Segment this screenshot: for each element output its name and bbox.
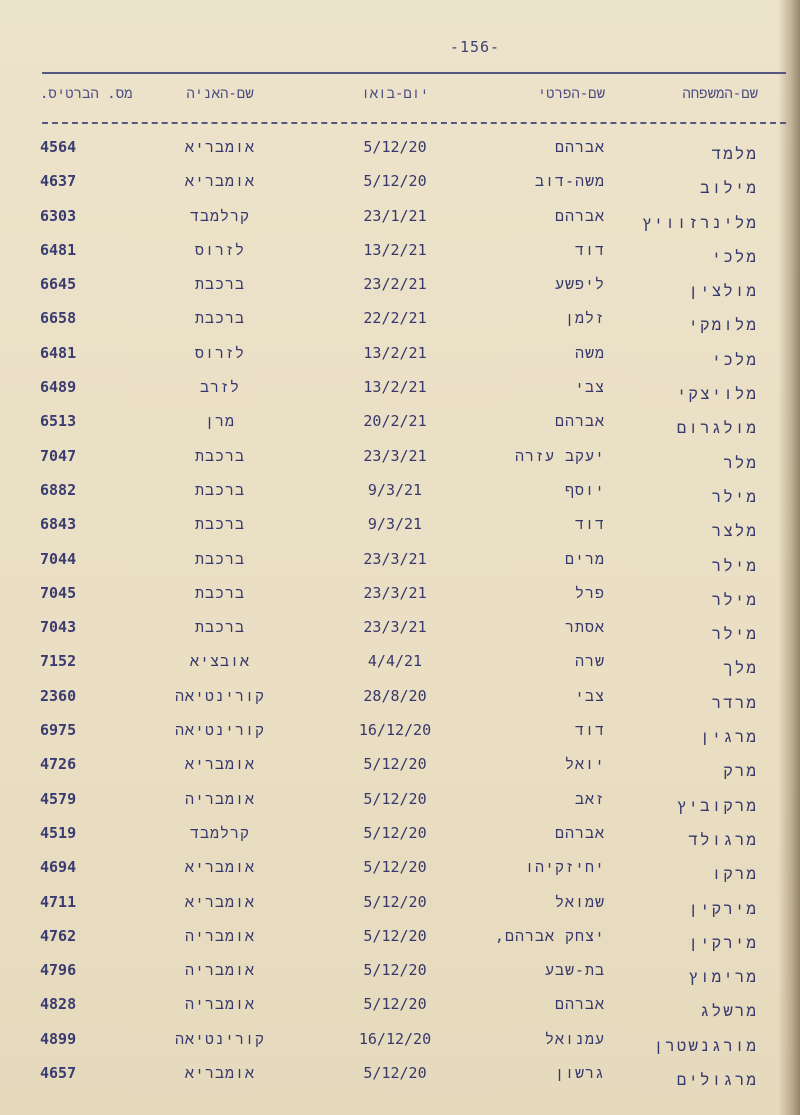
first-name: צבי bbox=[574, 686, 605, 705]
arrival-date: 23/3/21 bbox=[363, 618, 427, 637]
arrival-date: 28/8/20 bbox=[363, 686, 427, 705]
table-row bbox=[0, 644, 800, 678]
first-name: זאב bbox=[574, 789, 605, 808]
first-name: יואל bbox=[564, 755, 605, 774]
ship-name: אובציא bbox=[189, 652, 250, 671]
table-row bbox=[0, 782, 800, 816]
table-row bbox=[0, 336, 800, 370]
first-name: שרה bbox=[574, 652, 605, 671]
table-row bbox=[0, 542, 800, 576]
ship-name: לזרב bbox=[199, 378, 240, 397]
family-name: מילוב bbox=[699, 178, 758, 198]
certificate-number: 4657 bbox=[40, 1064, 77, 1083]
arrival-date: 5/12/20 bbox=[363, 755, 427, 774]
certificate-number: 4828 bbox=[40, 995, 77, 1014]
first-name: משה bbox=[574, 343, 605, 362]
certificate-number: 4694 bbox=[40, 858, 77, 877]
first-name: אברהם bbox=[554, 995, 605, 1014]
arrival-date: 23/2/21 bbox=[363, 275, 427, 294]
certificate-number: 6882 bbox=[40, 480, 77, 499]
arrival-date: 5/12/20 bbox=[363, 926, 427, 945]
table-row bbox=[0, 130, 800, 164]
arrival-date: 23/1/21 bbox=[363, 206, 427, 225]
table-row bbox=[0, 816, 800, 850]
first-name: ליפשע bbox=[554, 275, 605, 294]
first-name: יחיזקיהו bbox=[524, 858, 605, 877]
family-name: מולצין bbox=[688, 281, 758, 301]
family-name: מילר bbox=[711, 555, 758, 575]
header-family-name: שם-המשפחה bbox=[682, 86, 758, 102]
first-name: זלמן bbox=[564, 309, 605, 328]
certificate-number: 7047 bbox=[40, 446, 77, 465]
certificate-number: 6843 bbox=[40, 515, 77, 534]
header-first-name: שם-הפרטי bbox=[537, 86, 605, 102]
certificate-number: 4711 bbox=[40, 892, 77, 911]
certificate-number: 4899 bbox=[40, 1029, 77, 1048]
ship-name: ברכבת bbox=[194, 583, 245, 602]
arrival-date: 9/3/21 bbox=[367, 480, 423, 499]
header-ship-name: שם-האניה bbox=[186, 86, 254, 102]
family-name: מירקין bbox=[688, 932, 758, 952]
arrival-date: 23/3/21 bbox=[363, 583, 427, 602]
certificate-number: 7043 bbox=[40, 618, 77, 637]
ship-name: אומבריא bbox=[184, 172, 255, 191]
family-name: מלויצקי bbox=[676, 384, 758, 404]
certificate-number: 6481 bbox=[40, 240, 77, 259]
table-row bbox=[0, 747, 800, 781]
family-name: מרדר bbox=[711, 692, 758, 712]
table-row bbox=[0, 679, 800, 713]
table-row bbox=[0, 439, 800, 473]
first-name: בת-שבע bbox=[544, 961, 605, 980]
family-name: מולגרום bbox=[676, 418, 758, 438]
arrival-date: 16/12/20 bbox=[358, 721, 432, 740]
arrival-date: 13/2/21 bbox=[363, 240, 427, 259]
arrival-date: 22/2/21 bbox=[363, 309, 427, 328]
family-name: מלינרזוויץ bbox=[641, 212, 758, 232]
table-row bbox=[0, 713, 800, 747]
family-name: מלר bbox=[723, 452, 758, 472]
arrival-date: 5/12/20 bbox=[363, 1064, 427, 1083]
certificate-number: 4519 bbox=[40, 823, 77, 842]
first-name: דוד bbox=[574, 240, 605, 259]
certificate-number: 6513 bbox=[40, 412, 77, 431]
ship-name: ברכבת bbox=[194, 446, 245, 465]
table-row bbox=[0, 199, 800, 233]
table-row bbox=[0, 507, 800, 541]
table-row bbox=[0, 1022, 800, 1056]
ship-name: ברכבת bbox=[194, 515, 245, 534]
first-name: עמנואל bbox=[544, 1029, 605, 1048]
ship-name: לזרוס bbox=[194, 343, 245, 362]
arrival-date: 4/4/21 bbox=[367, 652, 423, 671]
arrival-date: 9/3/21 bbox=[367, 515, 423, 534]
first-name: אברהם bbox=[554, 823, 605, 842]
first-name: דוד bbox=[574, 721, 605, 740]
ship-name: אומבריה bbox=[184, 995, 255, 1014]
table-row bbox=[0, 610, 800, 644]
certificate-number: 6303 bbox=[40, 206, 77, 225]
table-row bbox=[0, 233, 800, 267]
first-name: מרים bbox=[564, 549, 605, 568]
arrival-date: 5/12/20 bbox=[363, 138, 427, 156]
ship-name: אומבריא bbox=[184, 892, 255, 911]
certificate-number: 4564 bbox=[40, 138, 77, 156]
certificate-number: 7044 bbox=[40, 549, 77, 568]
family-name: מרגולד bbox=[688, 829, 758, 849]
table-row bbox=[0, 473, 800, 507]
certificate-number: 4762 bbox=[40, 926, 77, 945]
table-header bbox=[0, 86, 800, 110]
arrival-date: 23/3/21 bbox=[363, 549, 427, 568]
table-row bbox=[0, 164, 800, 198]
table-row bbox=[0, 885, 800, 919]
header-certificate-number: מס. הברטיס. bbox=[40, 86, 133, 102]
certificate-number: 7152 bbox=[40, 652, 77, 671]
header-arrival-date: יום-בואו bbox=[361, 86, 429, 102]
ship-name: ברכבת bbox=[194, 618, 245, 637]
table-row bbox=[0, 919, 800, 953]
certificate-number: 6481 bbox=[40, 343, 77, 362]
table-row bbox=[0, 987, 800, 1021]
arrival-date: 5/12/20 bbox=[363, 858, 427, 877]
arrival-date: 16/12/20 bbox=[358, 1029, 432, 1048]
first-name: גרשון bbox=[554, 1064, 605, 1083]
ship-name: אומבריא bbox=[184, 755, 255, 774]
first-name: אברהם bbox=[554, 206, 605, 225]
first-name: דוד bbox=[574, 515, 605, 534]
first-name: פרל bbox=[574, 583, 605, 602]
family-name: מילר bbox=[711, 624, 758, 644]
arrival-date: 5/12/20 bbox=[363, 892, 427, 911]
family-name: מלך bbox=[723, 658, 758, 678]
ship-name: אומבריא bbox=[184, 1064, 255, 1083]
arrival-date: 13/2/21 bbox=[363, 378, 427, 397]
ship-name: ברכבת bbox=[194, 309, 245, 328]
family-name: מרגולים bbox=[676, 1070, 758, 1090]
first-name: יעקב עזרה bbox=[514, 446, 605, 465]
family-name: מלומקי bbox=[688, 315, 758, 335]
family-name: מלכי bbox=[711, 246, 758, 266]
ship-name: קורינטיאה bbox=[174, 721, 265, 740]
certificate-number: 6489 bbox=[40, 378, 77, 397]
arrival-date: 5/12/20 bbox=[363, 789, 427, 808]
table-row bbox=[0, 953, 800, 987]
ship-name: אומבריה bbox=[184, 789, 255, 808]
first-name: יוסף bbox=[564, 480, 605, 499]
first-name: צבי bbox=[574, 378, 605, 397]
arrival-date: 5/12/20 bbox=[363, 172, 427, 191]
table-row bbox=[0, 576, 800, 610]
table-body bbox=[0, 130, 800, 1090]
arrival-date: 5/12/20 bbox=[363, 995, 427, 1014]
arrival-date: 13/2/21 bbox=[363, 343, 427, 362]
first-name: אברהם bbox=[554, 412, 605, 431]
arrival-date: 5/12/20 bbox=[363, 961, 427, 980]
arrival-date: 23/3/21 bbox=[363, 446, 427, 465]
first-name: משה-דוב bbox=[534, 172, 605, 191]
family-name: מרשלג bbox=[699, 1001, 758, 1021]
first-name: אסתר bbox=[564, 618, 605, 637]
certificate-number: 6658 bbox=[40, 309, 77, 328]
table-row bbox=[0, 850, 800, 884]
family-name: מרימוץ bbox=[688, 967, 758, 987]
ship-name: ברכבת bbox=[194, 549, 245, 568]
certificate-number: 6645 bbox=[40, 275, 77, 294]
arrival-date: 5/12/20 bbox=[363, 823, 427, 842]
ship-name: מרן bbox=[204, 412, 235, 431]
ship-name: אומבריה bbox=[184, 926, 255, 945]
table-row bbox=[0, 370, 800, 404]
family-name: מרקו bbox=[711, 864, 758, 884]
ship-name: ברכבת bbox=[194, 480, 245, 499]
ship-name: קרלמבד bbox=[189, 206, 250, 225]
arrival-date: 20/2/21 bbox=[363, 412, 427, 431]
family-name: מילר bbox=[711, 589, 758, 609]
family-name: מורגנשטרן bbox=[653, 1035, 758, 1055]
ship-name: אומבריא bbox=[184, 858, 255, 877]
table-row bbox=[0, 404, 800, 438]
ship-name: קורינטיאה bbox=[174, 686, 265, 705]
ship-name: לזרוס bbox=[194, 240, 245, 259]
first-name: יצחק אברהם, bbox=[494, 926, 605, 945]
ship-name: אומבריא bbox=[184, 138, 255, 156]
family-name: מלצר bbox=[711, 521, 758, 541]
page-number: -156- bbox=[449, 38, 501, 56]
first-name: אברהם bbox=[554, 138, 605, 156]
first-name: שמואל bbox=[554, 892, 605, 911]
family-name: מרקוביץ bbox=[676, 795, 758, 815]
certificate-number: 4796 bbox=[40, 961, 77, 980]
family-name: מילר bbox=[711, 486, 758, 506]
header-rule bbox=[42, 122, 786, 124]
table-row bbox=[0, 301, 800, 335]
family-name: מלכי bbox=[711, 349, 758, 369]
certificate-number: 4579 bbox=[40, 789, 77, 808]
ship-name: אומבריה bbox=[184, 961, 255, 980]
certificate-number: 4726 bbox=[40, 755, 77, 774]
certificate-number: 4637 bbox=[40, 172, 77, 191]
table-row bbox=[0, 267, 800, 301]
family-name: מירקין bbox=[688, 898, 758, 918]
ship-name: קרלמבד bbox=[189, 823, 250, 842]
family-name: מרגין bbox=[699, 727, 758, 747]
certificate-number: 7045 bbox=[40, 583, 77, 602]
ship-name: ברכבת bbox=[194, 275, 245, 294]
family-name: מלמד bbox=[711, 144, 758, 163]
top-rule bbox=[42, 72, 786, 74]
family-name: מרק bbox=[723, 761, 758, 781]
table-row bbox=[0, 1056, 800, 1090]
ship-name: קורינטיאה bbox=[174, 1029, 265, 1048]
certificate-number: 6975 bbox=[40, 721, 77, 740]
certificate-number: 2360 bbox=[40, 686, 77, 705]
